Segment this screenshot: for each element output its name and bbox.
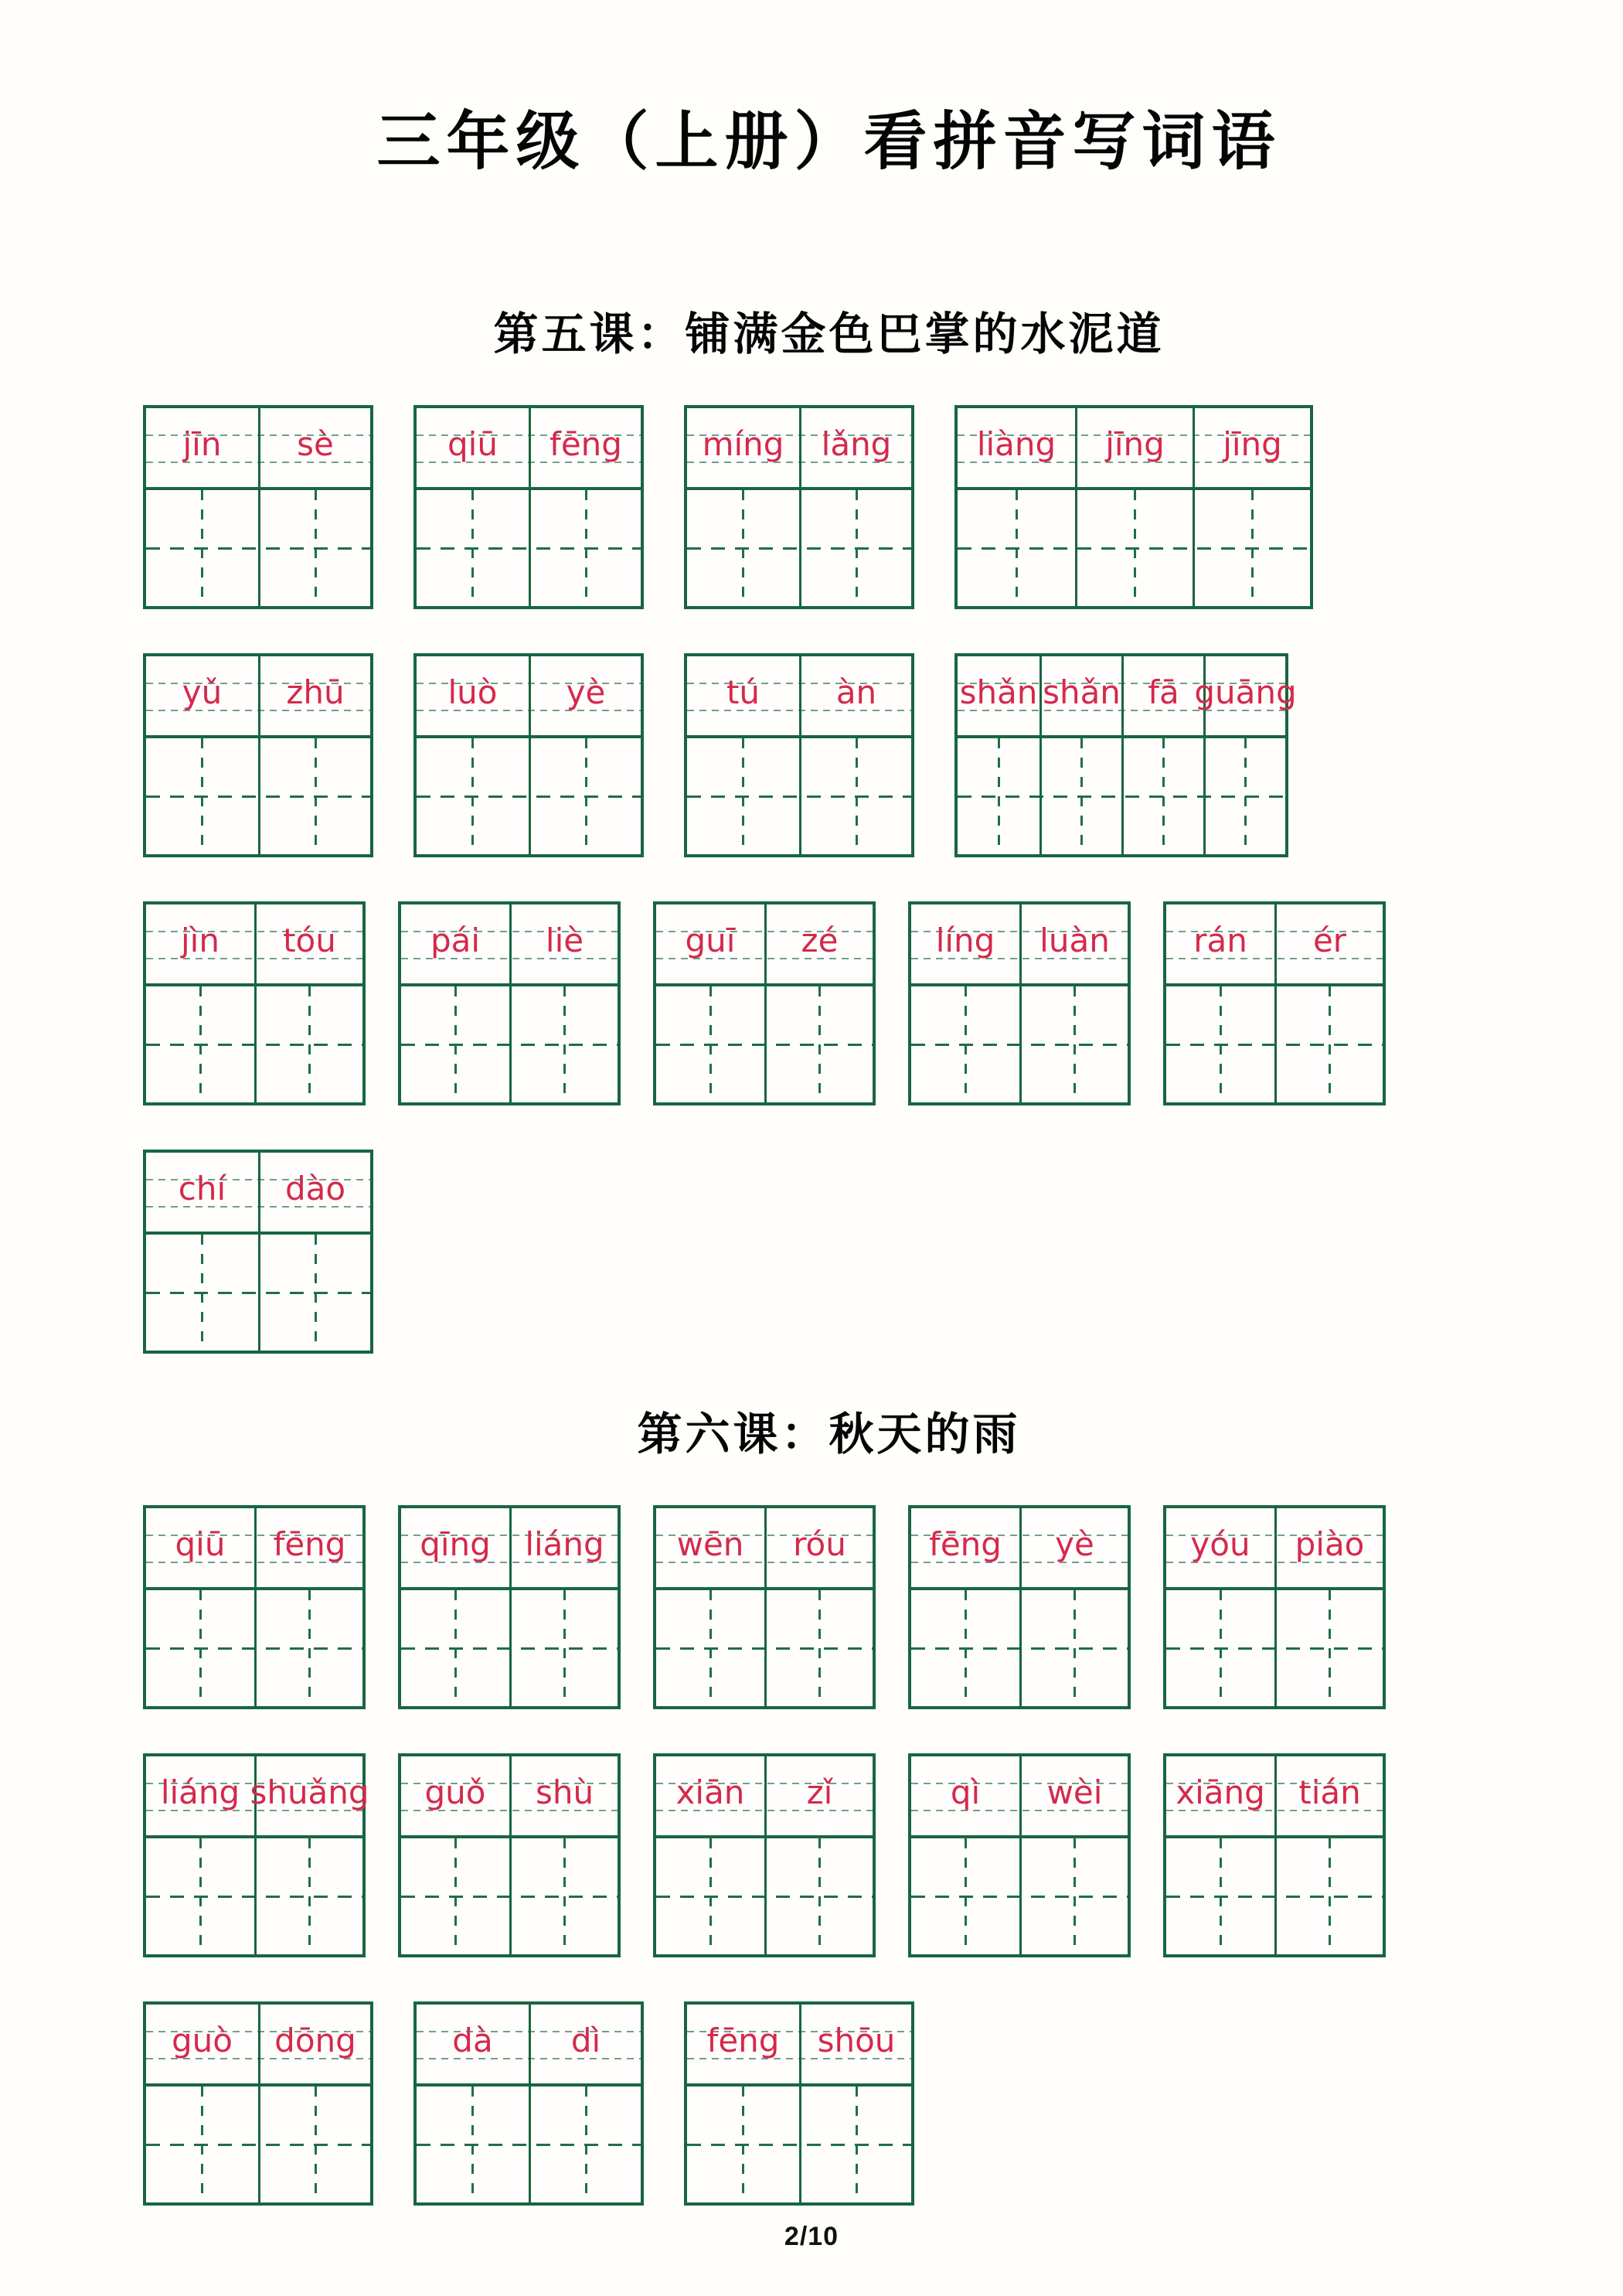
pinyin-cell [799,408,911,487]
pinyin-cell [417,408,529,487]
writing-row [417,487,641,606]
pinyin-cell [509,1756,618,1835]
writing-cell [146,738,258,854]
pinyin-cell [687,408,799,487]
pinyin-cell [258,408,370,487]
pinyin-cell [687,656,799,735]
pinyin-row [1166,1756,1383,1835]
word-box [143,1753,369,1957]
pinyin-cell [911,904,1019,983]
pinyin-syllable: guāng [1194,673,1297,711]
writing-row [958,487,1310,606]
word-box [684,405,914,609]
pinyin-syllable: qīng [420,1524,491,1563]
pinyin-syllable: yǔ [182,673,223,711]
word-box [954,405,1313,609]
writing-cell [1274,1590,1383,1706]
pinyin-row [1166,904,1383,983]
writing-cell [146,1235,258,1351]
pinyin-syllable: jìn [181,921,219,959]
writing-cell [1274,986,1383,1102]
pinyin-cell [1166,1756,1274,1835]
pinyin-syllable: wēn [676,1524,744,1563]
word-box [413,405,644,609]
pinyin-syllable: shǎn [1043,673,1121,711]
pinyin-cell [146,656,258,735]
pinyin-syllable: shǎn [959,673,1038,711]
pinyin-row [1166,1508,1383,1587]
pinyin-cell [1121,656,1203,735]
writing-row [146,735,370,854]
writing-row [911,1587,1128,1706]
pinyin-row [146,1756,369,1835]
word-box [143,1150,373,1354]
pinyin-cell [1019,1756,1128,1835]
writing-cell [258,2086,370,2202]
pinyin-cell [254,904,362,983]
pinyin-cell [146,904,254,983]
writing-cell [254,1590,362,1706]
pinyin-syllable: líng [935,921,995,959]
pinyin-syllable: luò [447,673,498,711]
pinyin-syllable: guò [172,2021,233,2059]
writing-cell [401,1590,509,1706]
pinyin-cell [146,1153,258,1231]
word-box [143,1505,366,1709]
pinyin-cell [250,1756,369,1835]
word-row [143,2001,1515,2206]
pinyin-syllable: jīng [1105,424,1165,463]
writing-row [911,1835,1128,1954]
writing-cell [254,986,362,1102]
writing-cell [417,738,529,854]
writing-row [146,2083,370,2202]
word-box [413,653,644,857]
pinyin-cell [417,2005,529,2083]
writing-row [687,735,911,854]
pinyin-cell [656,1756,764,1835]
word-box [413,2001,644,2206]
pinyin-cell [911,1756,1019,1835]
pinyin-syllable: tián [1298,1773,1361,1811]
page-number: 2/10 [784,2222,839,2251]
pinyin-row [656,1756,873,1835]
pinyin-cell [958,408,1075,487]
pinyin-syllable: tú [726,673,760,711]
writing-cell [509,1838,618,1954]
writing-row [687,487,911,606]
writing-row [146,487,370,606]
pinyin-row [146,904,362,983]
pinyin-syllable: liè [545,921,584,959]
writing-row [417,735,641,854]
pinyin-row [958,656,1297,735]
writing-cell [254,1838,362,1954]
writing-cell [656,986,764,1102]
writing-cell [958,738,1039,854]
pinyin-cell [146,1508,254,1587]
writing-cell [764,1590,873,1706]
pinyin-syllable: dōng [274,2021,356,2059]
word-box [1163,1753,1386,1957]
writing-row [1166,1835,1383,1954]
pinyin-syllable: míng [702,424,784,463]
word-box [143,405,373,609]
pinyin-cell [1274,904,1383,983]
pinyin-cell [509,1508,618,1587]
writing-cell [258,490,370,606]
pinyin-cell [656,904,764,983]
writing-cell [417,2086,529,2202]
word-row [143,1150,1515,1354]
writing-row [146,1835,362,1954]
writing-cell [1166,986,1274,1102]
writing-cell [146,1838,254,1954]
writing-cell [1121,738,1203,854]
writing-cell [258,1235,370,1351]
pinyin-cell [1274,1508,1383,1587]
pinyin-cell [1019,904,1128,983]
pinyin-syllable: liáng [525,1524,604,1563]
pinyin-cell [958,656,1039,735]
section-heading: 第六课：秋天的雨 [637,1409,1021,1460]
writing-cell [764,1838,873,1954]
writing-cell [799,738,911,854]
word-box [954,653,1297,857]
pinyin-syllable: liàng [976,424,1056,463]
pinyin-cell [146,1756,254,1835]
pinyin-row [687,656,911,735]
word-box [1163,901,1386,1105]
writing-cell [764,986,873,1102]
pinyin-cell [401,1756,509,1835]
writing-row [656,1835,873,1954]
pinyin-cell [687,2005,799,2083]
page-title: 三年级（上册）看拼音写词语 [376,107,1281,177]
pinyin-syllable: dào [284,1169,346,1208]
pinyin-syllable: fēng [273,1524,346,1563]
pinyin-cell [799,656,911,735]
writing-row [911,983,1128,1102]
word-row [143,1505,1515,1709]
pinyin-cell [911,1508,1019,1587]
pinyin-cell [764,904,873,983]
writing-row [958,735,1285,854]
pinyin-syllable: àn [835,673,877,711]
word-box [398,1505,621,1709]
word-box [1163,1505,1386,1709]
pinyin-syllable: liáng [160,1773,240,1811]
pinyin-cell [1075,408,1193,487]
word-row [143,653,1515,857]
writing-cell [1166,1838,1274,1954]
pinyin-syllable: lǎng [821,424,892,463]
pinyin-row [417,656,641,735]
pinyin-syllable: fēng [706,2021,780,2059]
writing-cell [1274,1838,1383,1954]
pinyin-cell [1274,1756,1383,1835]
writing-cell [146,1590,254,1706]
pinyin-row [417,408,641,487]
pinyin-row [401,1508,618,1587]
pinyin-syllable: róu [793,1524,846,1563]
pinyin-syllable: rán [1193,921,1247,959]
pinyin-row [146,408,370,487]
word-box [908,1753,1131,1957]
pinyin-cell [1166,1508,1274,1587]
pinyin-syllable: dì [570,2021,601,2059]
writing-cell [258,738,370,854]
pinyin-row [687,2005,911,2083]
pinyin-cell [1193,408,1310,487]
pinyin-row [656,1508,873,1587]
word-box [398,901,621,1105]
word-box [684,2001,914,2206]
pinyin-syllable: jīn [182,424,222,463]
pinyin-syllable: luàn [1039,921,1110,959]
pinyin-row [146,1153,370,1231]
writing-cell [146,2086,258,2202]
pinyin-cell [401,1508,509,1587]
writing-cell [1019,1590,1128,1706]
pinyin-syllable: xiān [675,1773,745,1811]
pinyin-row [687,408,911,487]
pinyin-cell [1166,904,1274,983]
section-heading: 第五课：铺满金色巴掌的水泥道 [493,309,1165,359]
word-box [398,1753,621,1957]
writing-row [401,1587,618,1706]
writing-cell [1203,738,1285,854]
writing-cell [1039,738,1121,854]
pinyin-syllable: wèi [1046,1773,1103,1811]
pinyin-row [656,904,873,983]
writing-row [146,1231,370,1351]
pinyin-syllable: piào [1295,1524,1365,1563]
writing-cell [1075,490,1193,606]
writing-cell [509,1590,618,1706]
writing-row [401,1835,618,1954]
writing-cell [687,490,799,606]
pinyin-cell [417,656,529,735]
writing-row [401,983,618,1102]
word-row [143,901,1515,1105]
word-box [653,901,876,1105]
pinyin-syllable: fēng [550,424,622,463]
pinyin-cell [258,2005,370,2083]
pinyin-syllable: jīng [1223,424,1282,463]
writing-cell [1166,1590,1274,1706]
pinyin-syllable: yè [1055,1524,1094,1563]
writing-row [687,2083,911,2202]
writing-cell [656,1838,764,1954]
writing-cell [1019,1838,1128,1954]
writing-cell [529,490,641,606]
pinyin-row [146,656,370,735]
pinyin-cell [258,1153,370,1231]
pinyin-syllable: chí [178,1169,226,1208]
writing-cell [401,1838,509,1954]
writing-cell [799,2086,911,2202]
writing-row [146,983,362,1102]
pinyin-syllable: qì [950,1773,981,1811]
pinyin-row [401,1756,618,1835]
pinyin-syllable: yè [566,673,606,711]
writing-row [656,1587,873,1706]
writing-cell [911,1838,1019,1954]
pinyin-syllable: sè [297,424,334,463]
writing-cell [529,2086,641,2202]
word-box [653,1505,876,1709]
word-row [143,405,1515,609]
pinyin-row [911,1508,1128,1587]
pinyin-syllable: guǒ [424,1773,486,1811]
pinyin-cell [764,1508,873,1587]
pinyin-syllable: fā [1148,673,1179,711]
pinyin-row [958,408,1310,487]
writing-cell [401,986,509,1102]
writing-cell [958,490,1075,606]
writing-cell [911,986,1019,1102]
pinyin-syllable: shōu [817,2021,896,2059]
pinyin-cell [529,2005,641,2083]
word-box [653,1753,876,1957]
writing-cell [911,1590,1019,1706]
pinyin-cell [799,2005,911,2083]
sections-container [143,298,1515,2206]
pinyin-row [911,904,1128,983]
pinyin-cell [764,1756,873,1835]
pinyin-cell [146,408,258,487]
pinyin-row [146,1508,362,1587]
pinyin-syllable: xiāng [1176,1773,1265,1811]
pinyin-cell [401,904,509,983]
writing-cell [146,490,258,606]
pinyin-row [911,1756,1128,1835]
pinyin-syllable: zhū [286,673,345,711]
pinyin-cell [656,1508,764,1587]
pinyin-syllable: shuǎng [250,1773,369,1811]
pinyin-cell [529,656,641,735]
pinyin-cell [509,904,618,983]
writing-cell [687,738,799,854]
writing-cell [529,738,641,854]
pinyin-cell [1019,1508,1128,1587]
writing-row [146,1587,362,1706]
writing-row [417,2083,641,2202]
writing-cell [146,986,254,1102]
writing-row [1166,1587,1383,1706]
writing-cell [799,490,911,606]
pinyin-syllable: yóu [1190,1524,1250,1563]
pinyin-row [401,904,618,983]
pinyin-syllable: zǐ [806,1773,833,1811]
word-box [143,653,373,857]
pinyin-row [146,2005,370,2083]
word-box [908,901,1131,1105]
pinyin-cell [1039,656,1121,735]
pinyin-syllable: dà [452,2021,493,2059]
word-box [684,653,914,857]
writing-cell [1193,490,1310,606]
pinyin-syllable: zé [801,921,839,959]
writing-row [656,983,873,1102]
writing-cell [687,2086,799,2202]
pinyin-cell [258,656,370,735]
pinyin-cell [529,408,641,487]
pinyin-syllable: tóu [283,921,336,959]
pinyin-cell [146,2005,258,2083]
pinyin-syllable: fēng [929,1524,1002,1563]
pinyin-row [417,2005,641,2083]
writing-cell [509,986,618,1102]
word-box [143,2001,373,2206]
writing-row [1166,983,1383,1102]
pinyin-cell [254,1508,362,1587]
pinyin-cell [1194,656,1297,735]
writing-cell [1019,986,1128,1102]
pinyin-syllable: ér [1312,921,1347,959]
pinyin-syllable: shù [535,1773,594,1811]
pinyin-syllable: qiū [175,1524,226,1563]
word-box [143,901,366,1105]
pinyin-syllable: guī [685,921,736,959]
writing-cell [417,490,529,606]
word-box [908,1505,1131,1709]
pinyin-syllable: pái [430,921,481,959]
word-row [143,1753,1515,1957]
writing-cell [656,1590,764,1706]
pinyin-syllable: qiū [447,424,498,463]
